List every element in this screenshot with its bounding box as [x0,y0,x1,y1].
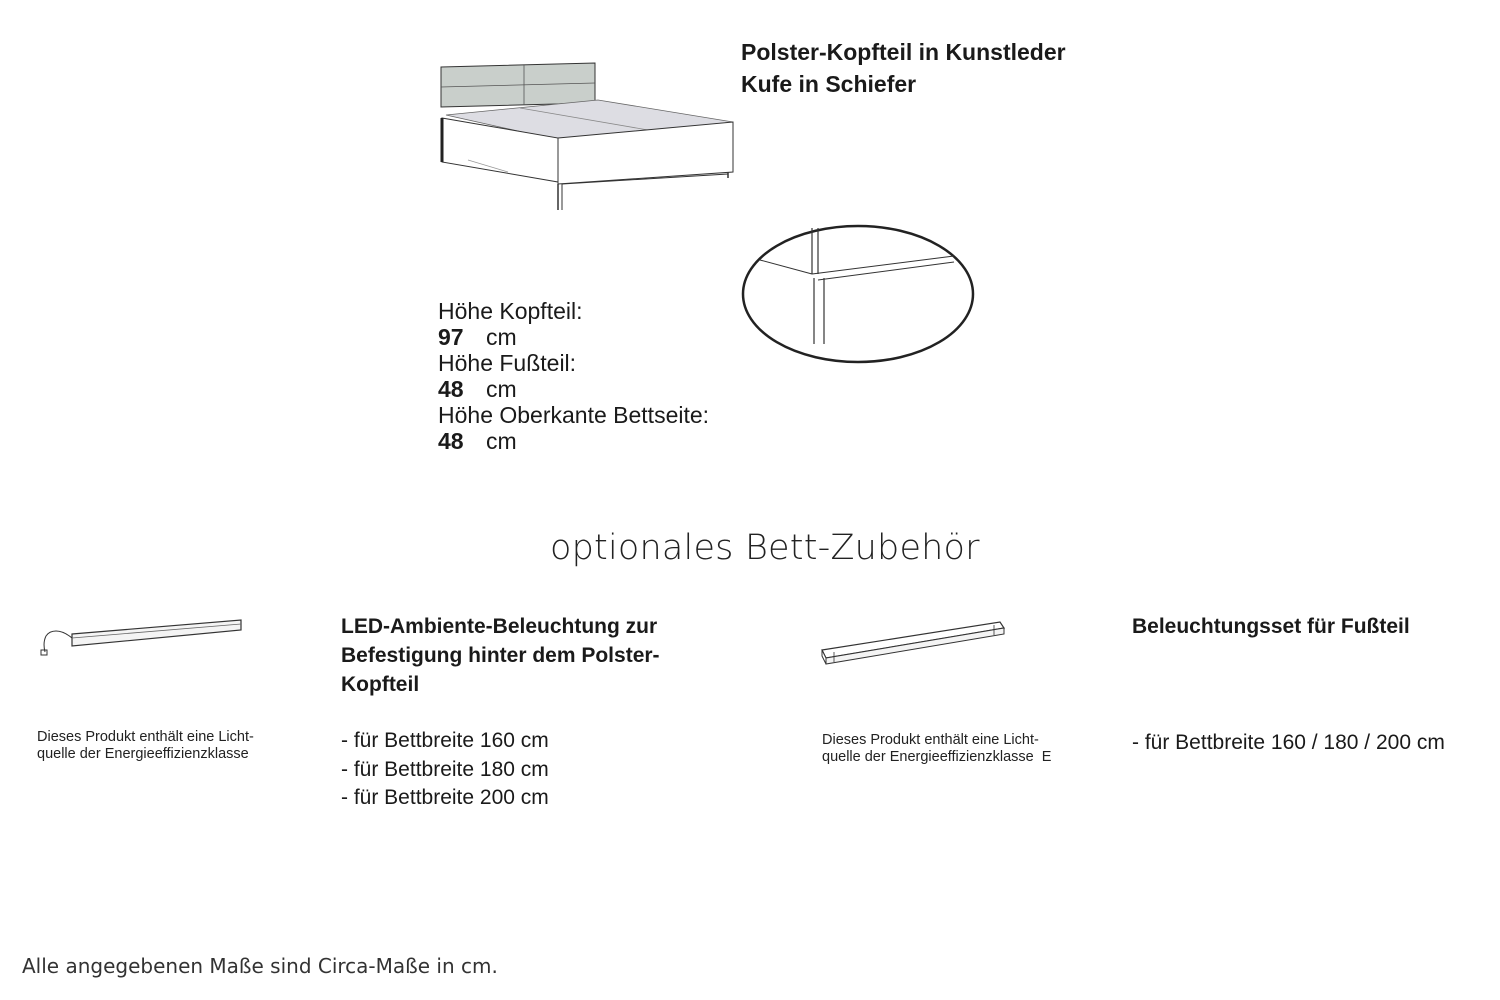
accessory-options [1132,729,1445,758]
accessory-option: - für Bettbreite 160 / 180 / 200 cm [1132,731,1445,754]
dimension-value [438,324,709,350]
product-title-line: Kufe in Schiefer [741,71,917,97]
accessory-title [341,612,660,699]
energy-note [822,732,1051,766]
footnote: Alle angegebenen Maße sind Circa-Maße in cm. [22,954,498,978]
dimension-number: 97 [438,324,464,350]
dimension-value [438,428,709,454]
dimension-value [438,376,709,402]
dimension-label: Höhe Oberkante Bettseite: [438,402,710,428]
dimension-unit: cm [486,428,517,454]
dimension-number: 48 [438,428,464,454]
dimension-label: Höhe Fußteil: [438,350,577,376]
energy-note [37,729,254,763]
product-title-line: Polster-Kopfteil in Kunstleder [741,39,1066,65]
dimension-label: Höhe Kopfteil: [438,298,583,324]
accessory-title [1132,612,1410,641]
accessory-option: - für Bettbreite 160 cm [341,729,549,752]
accessory-title-line: LED-Ambiente-Beleuchtung zur [341,615,658,638]
accessories-heading: optionales Bett-Zubehör [550,528,980,568]
leg-detail-illustration [740,222,980,368]
energy-note-line: Dieses Produkt enthält eine Licht- [822,732,1039,748]
product-title [741,36,1066,100]
accessory-title-line: Befestigung hinter dem Polster- [341,644,660,667]
led-light-strip-icon [36,614,246,658]
light-bar-icon [818,616,1010,668]
energy-note-line: quelle der Energieeffizienzklasse [37,746,249,762]
dimension-number: 48 [438,376,464,402]
bed-illustration [438,60,738,220]
energy-note-line: Dieses Produkt enthält eine Licht- [37,729,254,745]
accessory-option: - für Bettbreite 180 cm [341,757,549,781]
energy-note-line: quelle der Energieeffizienzklasse E [822,749,1052,765]
accessory-option: - für Bettbreite 200 cm [341,786,549,809]
accessory-options [341,727,549,813]
accessory-title-line: Beleuchtungsset für Fußteil [1132,615,1410,638]
dimensions-list [438,298,709,454]
dimension-unit: cm [486,324,517,350]
dimension-unit: cm [486,376,517,402]
accessory-title-line: Kopfteil [341,673,420,696]
